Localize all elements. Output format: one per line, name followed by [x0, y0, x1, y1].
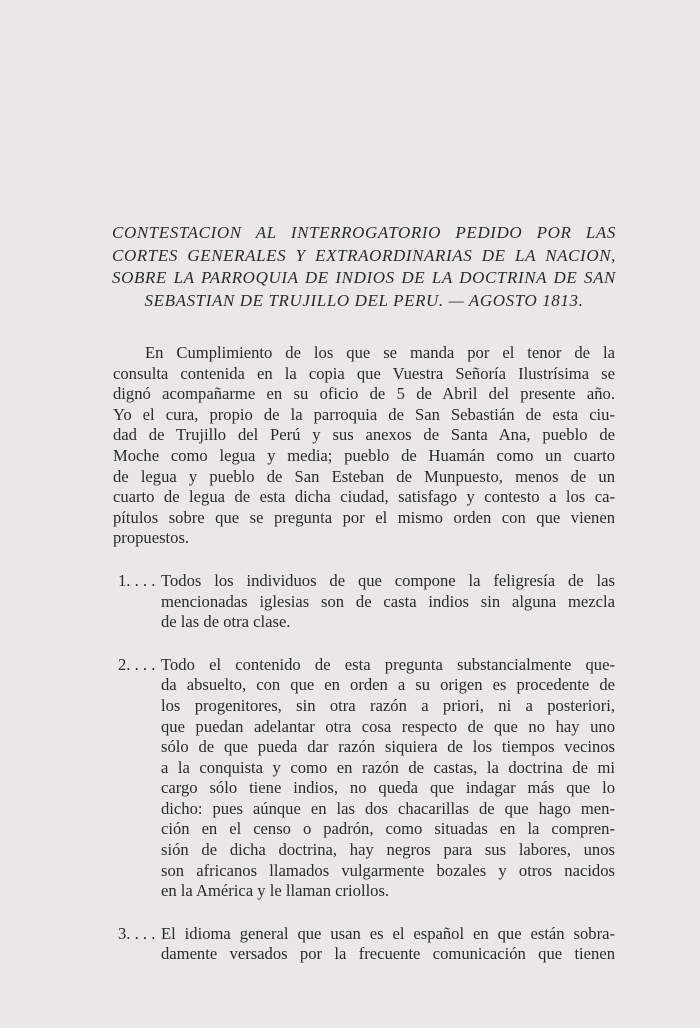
- item-line: que puedan adelantar otra cosa respecto de que no hay uno: [161, 716, 615, 736]
- intro-line: Yo el cura, propio de la parroquia de San Sebastián de esta ciu-: [113, 404, 615, 424]
- item-number: 2. . . .: [118, 654, 156, 674]
- item-text: [161, 571, 615, 633]
- intro-line: propuestos.: [113, 528, 190, 548]
- item-line: dicho: pues aúnque en las dos chacarillas de que hago men-: [161, 798, 615, 818]
- numbered-item-3: [113, 924, 615, 965]
- item-line: mencionadas iglesias son de casta indios sin alguna mezcla: [161, 591, 615, 611]
- intro-line: consulta contenida en la copia que Vuestra Señoría Ilustrísima se: [113, 363, 615, 383]
- item-number: 1. . . .: [118, 570, 156, 590]
- title-line-3: SOBRE LA PARROQUIA DE INDIOS DE LA DOCTRINA DE SAN: [112, 268, 616, 287]
- document-body: [113, 343, 615, 965]
- intro-line: Moche como legua y media; pueblo de Huamán como un cuarto: [113, 445, 615, 465]
- item-line: sólo de que pueda dar razón siquiera de los tiempos vecinos: [161, 737, 615, 757]
- item-number: 3. . . .: [118, 923, 156, 943]
- intro-line: de legua y pueblo de San Esteban de Munpuesto, menos de un: [113, 466, 615, 486]
- numbered-item-1: [113, 571, 615, 633]
- intro-line: dignó acompañarme en su oficio de 5 de Abril del presente año.: [113, 384, 615, 404]
- item-line: damente versados por la frecuente comunicación que tienen: [161, 944, 615, 964]
- document-title: [112, 222, 616, 312]
- item-text: [161, 924, 615, 965]
- item-text: [161, 655, 615, 902]
- item-line: en la América y le llaman criollos.: [161, 881, 390, 901]
- intro-line: dad de Trujillo del Perú y sus anexos de Santa Ana, pueblo de: [113, 425, 615, 445]
- item-line: cargo sólo tiene indios, no queda que indagar más que lo: [161, 778, 615, 798]
- item-line: Todo el contenido de esta pregunta substancialmente que-: [161, 654, 615, 674]
- intro-line: pítulos sobre que se pregunta por el mismo orden con que vienen: [113, 507, 615, 527]
- item-line: son africanos llamados vulgarmente bozales y otros nacidos: [161, 860, 615, 880]
- item-line: a la conquista y como en razón de castas, la doctrina de mi: [161, 757, 615, 777]
- item-line: Todos los individuos de que compone la feligresía de las: [161, 570, 615, 590]
- title-line-1: CONTESTACION AL INTERROGATORIO PEDIDO POR LAS: [112, 223, 616, 242]
- intro-paragraph: [113, 343, 615, 549]
- item-line: los progenitores, sin otra razón a priori, ni a posteriori,: [161, 695, 615, 715]
- item-line: El idioma general que usan es el español en que están sobra-: [161, 923, 615, 943]
- title-line-2: CORTES GENERALES Y EXTRAORDINARIAS DE LA NACION,: [112, 245, 616, 265]
- item-line: de las de otra clase.: [161, 612, 291, 632]
- item-line: sión de dicha doctrina, hay negros para sus labores, unos: [161, 840, 615, 860]
- numbered-item-2: [113, 655, 615, 902]
- item-line: ción en el censo o padrón, como situadas en la compren-: [161, 819, 615, 839]
- intro-line: cuarto de legua de esta dicha ciudad, satisfago y contesto a los ca-: [113, 487, 615, 507]
- intro-line: En Cumplimiento de los que se manda por el tenor de la: [145, 343, 615, 362]
- title-line-4: SEBASTIAN DE TRUJILLO DEL PERU. — AGOSTO 1813.: [144, 290, 584, 310]
- item-line: da absuelto, con que en orden a su origen es procedente de: [161, 675, 615, 695]
